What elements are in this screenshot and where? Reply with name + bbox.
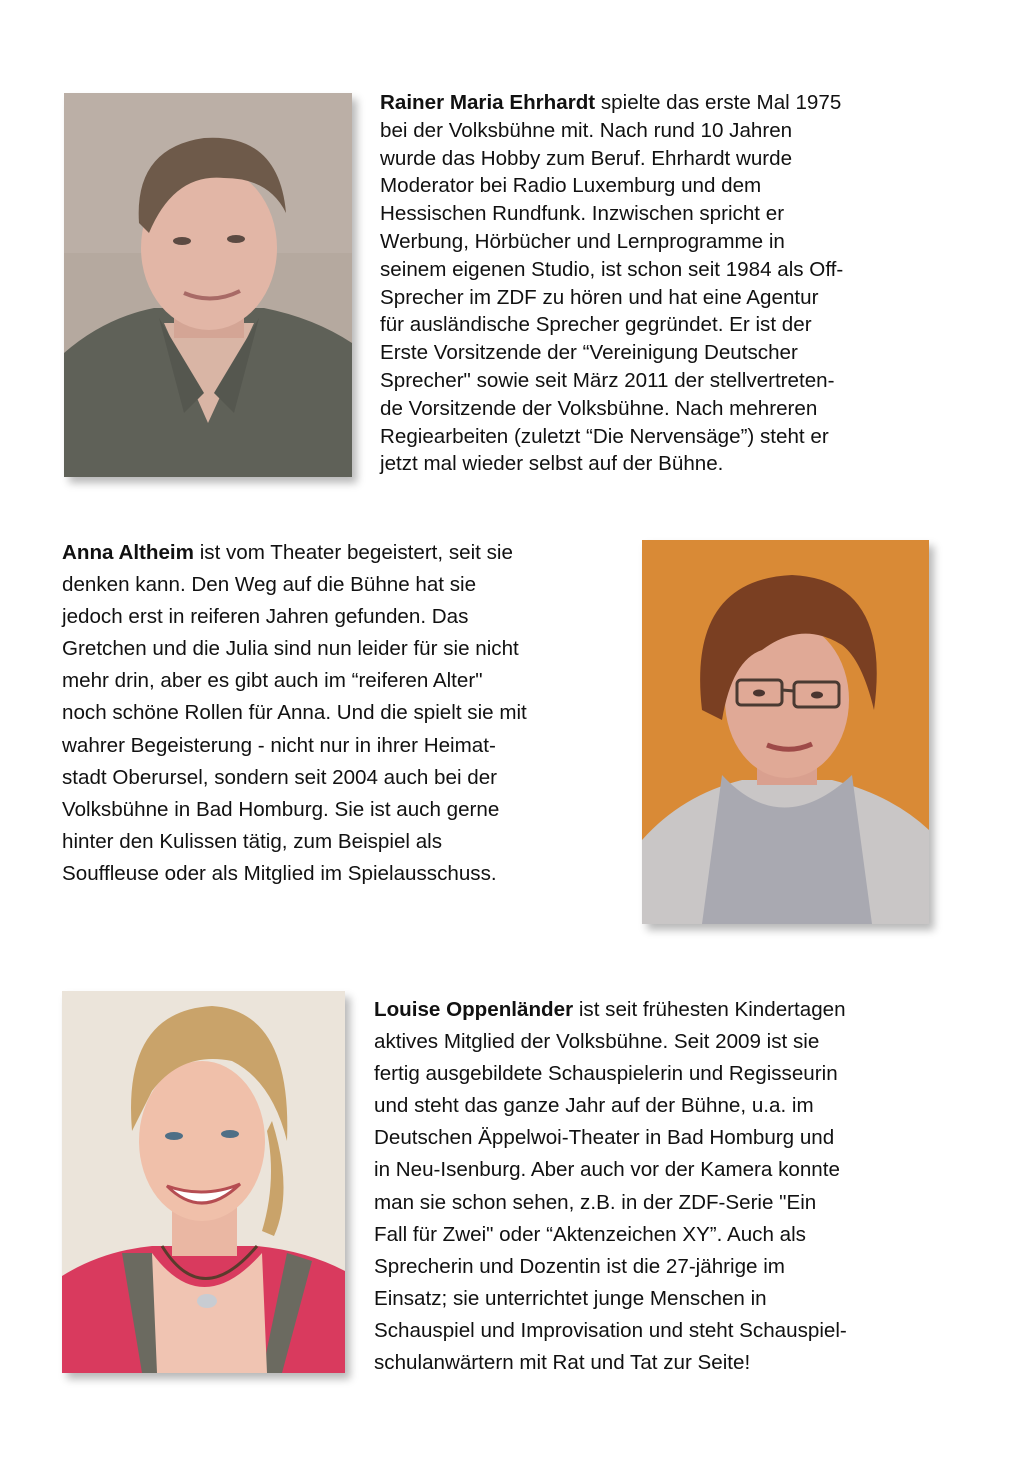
bio-line: und steht das ganze Jahr auf der Bühne, u.a. im <box>374 1094 814 1118</box>
bio-line: Schauspiel und Improvisation und steht Schauspiel- <box>374 1318 847 1342</box>
bio-line: Gretchen und die Julia sind nun leider für sie nicht <box>62 637 519 661</box>
bio-line: Sprecher" sowie seit März 2011 der stellvertreten- <box>380 368 835 392</box>
bio-line: Einsatz; sie unterrichtet junge Menschen in <box>374 1286 767 1310</box>
bio-line: Louise Oppenländer ist seit frühesten Kindertagen <box>374 998 846 1021</box>
bio-line: fertig ausgebildete Schauspielerin und Regisseurin <box>374 1062 838 1086</box>
bio-line: wahrer Begeisterung - nicht nur in ihrer Heimat- <box>62 733 496 757</box>
bio-line: Hessischen Rundfunk. Inzwischen spricht er <box>380 202 785 226</box>
person-name: Anna Altheim <box>62 541 194 564</box>
bio-line: in Neu-Isenburg. Aber auch vor der Kamera konnte <box>374 1158 840 1182</box>
bio-line: Werbung, Hörbücher und Lernprogramme in <box>380 229 785 253</box>
bio-line: Regiearbeiten (zuletzt “Die Nervensäge”) steht er <box>380 424 829 448</box>
bio-line: aktives Mitglied der Volksbühne. Seit 2009 ist sie <box>374 1030 820 1054</box>
portrait-photo-louise <box>62 991 345 1373</box>
portrait-photo-rainer <box>64 93 352 477</box>
bio-line: jetzt mal wieder selbst auf der Bühne. <box>380 452 724 476</box>
bio-louise-oppenlaender <box>374 994 847 1379</box>
bio-line: jedoch erst in reiferen Jahren gefunden. Das <box>62 605 469 629</box>
bio-line: Souffleuse oder als Mitglied im Spielausschuss. <box>62 861 497 885</box>
bio-line: wurde das Hobby zum Beruf. Ehrhardt wurde <box>380 146 793 170</box>
person-name: Rainer Maria Ehrhardt <box>380 91 596 114</box>
bio-line: denken kann. Den Weg auf die Bühne hat sie <box>62 573 477 597</box>
bio-line: Moderator bei Radio Luxemburg und dem <box>380 174 762 198</box>
bio-line: Sprecherin und Dozentin ist die 27-jährige im <box>374 1254 785 1278</box>
bio-line: Anna Altheim ist vom Theater begeistert, seit sie <box>62 541 513 564</box>
bio-line: Deutschen Äppelwoi-Theater in Bad Homburg und <box>374 1126 835 1150</box>
bio-line: noch schöne Rollen für Anna. Und die spielt sie mit <box>62 701 527 725</box>
portrait-photo-anna <box>642 540 929 924</box>
bio-line: seinem eigenen Studio, ist schon seit 1984 als Off- <box>380 257 844 281</box>
bio-line: stadt Oberursel, sondern seit 2004 auch bei der <box>62 765 498 789</box>
bio-rainer-maria-ehrhardt <box>380 89 843 478</box>
bio-line: Fall für Zwei" oder “Aktenzeichen XY”. Auch als <box>374 1222 806 1246</box>
bio-line: Rainer Maria Ehrhardt spielte das erste Mal 1975 <box>380 91 842 114</box>
bio-line: für ausländische Sprecher gegründet. Er ist der <box>380 313 812 337</box>
bio-line: mehr drin, aber es gibt auch im “reiferen Alter" <box>62 669 483 693</box>
bio-line: Sprecher im ZDF zu hören und hat eine Agentur <box>380 285 819 309</box>
bio-line: Erste Vorsitzende der “Vereinigung Deutscher <box>380 341 798 365</box>
portrait-image <box>64 93 352 477</box>
bio-anna-altheim <box>62 537 527 890</box>
bio-line: Volksbühne in Bad Homburg. Sie ist auch gerne <box>62 797 500 821</box>
bio-line: hinter den Kulissen tätig, zum Beispiel als <box>62 829 443 853</box>
bio-line: man sie schon sehen, z.B. in der ZDF-Serie "Ein <box>374 1190 817 1214</box>
bio-line: bei der Volksbühne mit. Nach rund 10 Jahren <box>380 118 793 142</box>
portrait-image <box>642 540 929 924</box>
bio-line: schulanwärtern mit Rat und Tat zur Seite! <box>374 1351 751 1375</box>
bio-line: de Vorsitzende der Volksbühne. Nach mehreren <box>380 396 818 420</box>
person-name: Louise Oppenländer <box>374 998 574 1021</box>
portrait-image <box>62 991 345 1373</box>
